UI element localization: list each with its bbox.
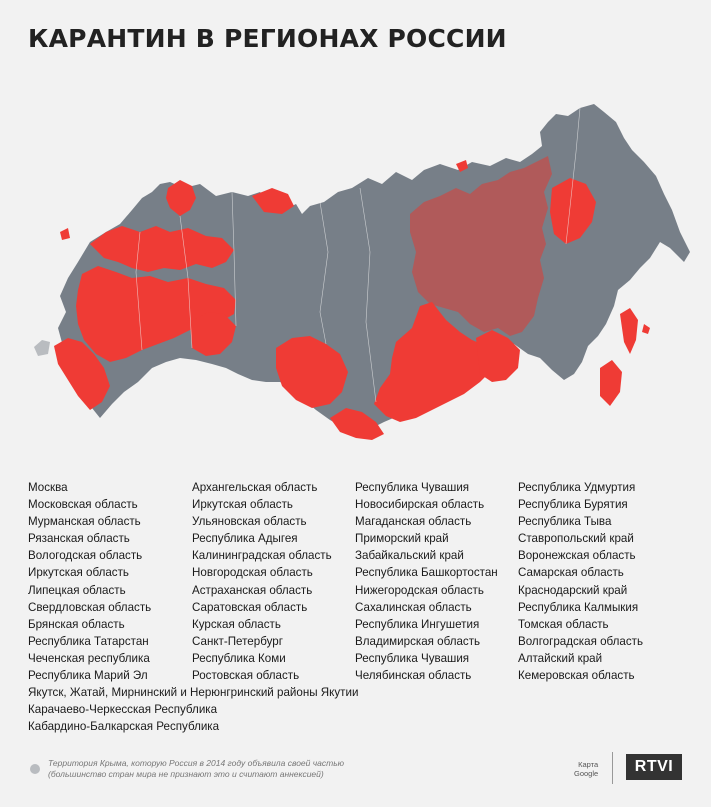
region-item: Нижегородская область: [355, 583, 484, 597]
region-item: Москва: [28, 481, 68, 494]
region-item: Самарская область: [518, 566, 624, 580]
region-item: Воронежская область: [518, 549, 636, 563]
region-item: Вологодская область: [28, 549, 143, 563]
region-column-3: [355, 479, 498, 684]
region-item: Кемеровская область: [518, 669, 635, 683]
region-item: Новгородская область: [192, 566, 313, 580]
region-column-4: [518, 479, 643, 684]
region-item: Калининградская область: [192, 549, 332, 563]
kaliningrad-region: [60, 228, 70, 240]
map-credit-line-1: Карта: [578, 760, 599, 769]
region-item: Республика Чувашия: [355, 651, 470, 665]
russia-quarantine-map: [20, 92, 692, 452]
region-item: Республика Тыва: [518, 515, 612, 529]
region-item: Якутск, Жатай, Мирнинский и Нерюнгринский районы Якутии: [28, 686, 359, 699]
region-item: Приморский край: [355, 532, 449, 546]
region-item: Санкт-Петербург: [192, 634, 283, 648]
region-item: Ростовская область: [192, 669, 300, 683]
region-item: Республика Удмуртия: [518, 481, 636, 494]
map-credit: [574, 760, 598, 778]
quarantine-kuril-islands: [642, 324, 650, 334]
region-item: Волгоградская область: [518, 634, 644, 648]
region-item: Саратовская область: [192, 600, 308, 614]
crimea-legend-dot: [30, 764, 40, 774]
region-item: Карачаево-Черкесская Республика: [28, 703, 218, 717]
region-item: Республика Чувашия: [355, 481, 470, 494]
region-item: Алтайский край: [518, 651, 603, 665]
region-item: Кабардино-Балкарская Республика: [28, 720, 220, 734]
region-item: Липецкая область: [28, 583, 126, 597]
region-item: Мурманская область: [28, 515, 141, 529]
region-item: Магаданская область: [355, 515, 472, 529]
region-item: Забайкальский край: [355, 549, 464, 563]
region-item: Челябинская область: [355, 669, 472, 683]
region-item: Иркутская область: [28, 566, 129, 580]
region-item: Архангельская область: [192, 481, 318, 494]
region-item: Томская область: [518, 617, 609, 631]
footnote-line-2: (большинство стран мира не признают это и считают аннексией): [48, 769, 324, 779]
region-column-2: [192, 479, 332, 684]
region-item: Рязанская область: [28, 532, 130, 546]
region-item: Республика Бурятия: [518, 498, 628, 512]
region-item: Новосибирская область: [355, 498, 485, 512]
footnote-text: [48, 758, 344, 780]
region-list-wide: [28, 684, 358, 735]
region-item: Курская область: [192, 617, 281, 631]
region-item: Владимирская область: [355, 634, 481, 648]
region-item: Иркутская область: [192, 498, 293, 512]
quarantine-primorsky: [600, 360, 622, 406]
region-item: Республика Марий Эл: [28, 669, 148, 683]
region-item: Ставропольский край: [518, 532, 634, 546]
credit-divider: [612, 752, 613, 784]
map-credit-line-2: Google: [574, 769, 599, 778]
region-item: Астраханская область: [192, 583, 313, 597]
region-item: Свердловская область: [28, 600, 152, 614]
quarantine-sakhalin: [620, 308, 638, 354]
region-item: Брянская область: [28, 617, 125, 631]
region-item: Республика Калмыкия: [518, 600, 639, 614]
rtvi-logo: RTVI: [626, 754, 682, 780]
region-item: Ульяновская область: [192, 515, 307, 529]
region-item: Республика Адыгея: [192, 532, 298, 546]
region-item: Республика Татарстан: [28, 634, 149, 648]
region-item: Московская область: [28, 498, 138, 512]
region-item: Чеченская республика: [28, 651, 150, 665]
region-item: Сахалинская область: [355, 600, 472, 614]
region-item: Республика Ингушетия: [355, 617, 480, 631]
footnote-line-1: Территория Крыма, которую Россия в 2014 году объявила своей частью: [48, 758, 345, 768]
region-item: Республика Башкортостан: [355, 566, 498, 580]
crimea-footnote: [30, 758, 390, 780]
crimea-territory: [34, 340, 50, 356]
page-title: КАРАНТИН В РЕГИОНАХ РОССИИ: [28, 24, 507, 53]
region-item: Краснодарский край: [518, 583, 628, 597]
region-column-1: [28, 479, 151, 684]
region-item: Республика Коми: [192, 651, 286, 665]
